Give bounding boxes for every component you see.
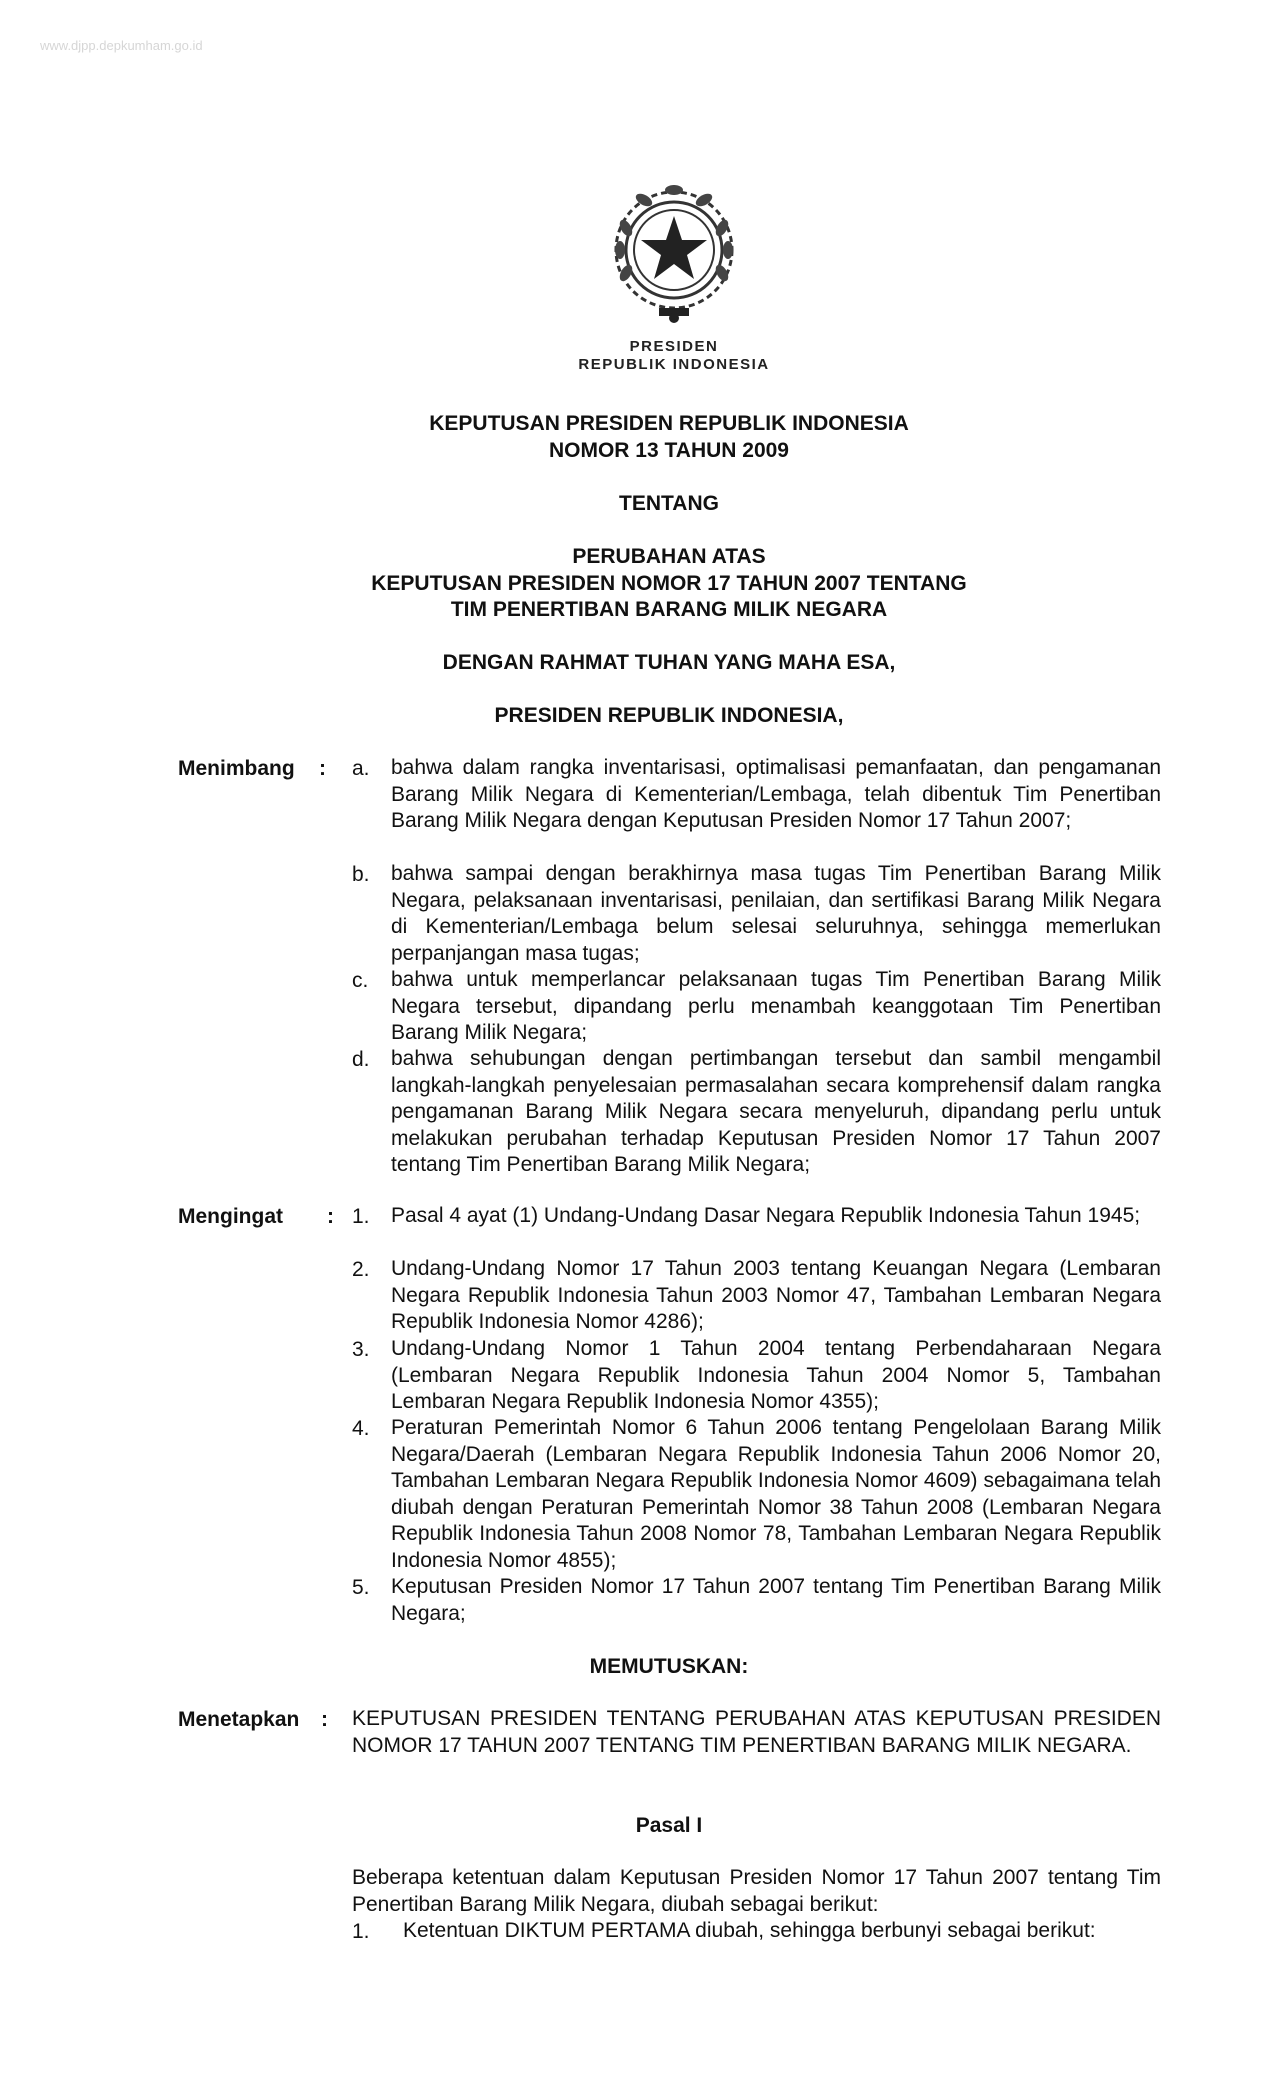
mengingat-colon: :: [327, 1205, 334, 1228]
menimbang-label: Menimbang: [178, 757, 295, 780]
menetapkan-text: KEPUTUSAN PRESIDEN TENTANG PERUBAHAN ATAS KEPUTUSAN PRESIDEN NOMOR 17 TAHUN 2007 TENTANG TIM PENERTIBAN BARANG MILIK NEGARA.: [352, 1707, 1161, 1757]
mengingat-item-5: Keputusan Presiden Nomor 17 Tahun 2007 tentang Tim Penertiban Barang Milik Negara;: [391, 1575, 1161, 1625]
pasal-item-1: Ketentuan DIKTUM PERTAMA diubah, sehingga berbunyi sebagai berikut:: [403, 1919, 1096, 1942]
tentang-heading: TENTANG: [619, 492, 719, 515]
mengingat-item-3: Undang-Undang Nomor 1 Tahun 2004 tentang Perbendaharaan Negara (Lembaran Negara Republik Indonesia Tahun 2004 Nomor 5, Tambahan Lembaran Negara Republik Indonesia Nomor 4355);: [391, 1337, 1161, 1414]
mengingat-item-4: Peraturan Pemerintah Nomor 6 Tahun 2006 tentang Pengelolaan Barang Milik Negara/Daerah (Lembaran Negara Republik Indonesia Tahun 2006 Nomor 20, Tambahan Lembaran Negara Republik Indonesia Nomor 4609) sebagaimana telah diubah dengan Peraturan Pemerintah Nomor 38 Tahun 2008 (Lembaran Negara Republik Indonesia Tahun 2008 Nomor 78, Tambahan Lembaran Negara Republik Indonesia Nomor 4855);: [391, 1416, 1161, 1572]
garuda-star-seal-icon: [604, 178, 744, 328]
mengingat-item-2: Undang-Undang Nomor 17 Tahun 2003 tentang Keuangan Negara (Lembaran Negara Republik Indonesia Tahun 2003 Nomor 47, Tambahan Lembaran Negara Republik Indonesia Nomor 4286);: [391, 1257, 1161, 1334]
presiden-line: PRESIDEN REPUBLIK INDONESIA,: [494, 704, 844, 727]
menimbang-item-c: bahwa untuk memperlancar pelaksanaan tugas Tim Penertiban Barang Milik Negara tersebut, dipandang perlu menambah keanggotaan Tim Penertiban Barang Milik Negara;: [391, 968, 1161, 1045]
list-marker: a.: [352, 757, 370, 780]
list-marker: 3.: [352, 1338, 370, 1361]
pasal-title: Pasal I: [635, 1814, 703, 1837]
menetapkan-colon: :: [321, 1708, 328, 1731]
list-marker: 1.: [352, 1920, 370, 1943]
list-marker: 4.: [352, 1417, 370, 1440]
list-marker: d.: [352, 1048, 370, 1071]
document-title: KEPUTUSAN PRESIDEN REPUBLIK INDONESIA: [429, 412, 909, 435]
mengingat-label: Mengingat: [178, 1205, 283, 1228]
list-marker: 2.: [352, 1258, 370, 1281]
rahmat-line: DENGAN RAHMAT TUHAN YANG MAHA ESA,: [442, 651, 896, 674]
list-marker: c.: [352, 969, 369, 992]
watermark-url: www.djpp.depkumham.go.id: [40, 38, 203, 53]
subject-line1: PERUBAHAN ATAS: [572, 545, 766, 568]
subject-line3: TIM PENERTIBAN BARANG MILIK NEGARA: [450, 598, 888, 621]
memutuskan-heading: MEMUTUSKAN:: [589, 1655, 749, 1678]
mengingat-item-1: Pasal 4 ayat (1) Undang-Undang Dasar Negara Republik Indonesia Tahun 1945;: [391, 1204, 1141, 1227]
document-number: NOMOR 13 TAHUN 2009: [548, 439, 789, 462]
menimbang-item-b: bahwa sampai dengan berakhirnya masa tugas Tim Penertiban Barang Milik Negara, pelaksanaan inventarisasi, penilaian, dan sertifikasi Barang Milik Negara di Kementerian/Lembaga belum selesai seluruhnya, sehingga memerlukan perpanjangan masa tugas;: [391, 862, 1161, 965]
subject-line2: KEPUTUSAN PRESIDEN NOMOR 17 TAHUN 2007 TENTANG: [371, 572, 967, 595]
menetapkan-label: Menetapkan: [178, 1708, 300, 1731]
pasal-intro: Beberapa ketentuan dalam Keputusan Presiden Nomor 17 Tahun 2007 tentang Tim Penertiban Barang Milik Negara, diubah sebagai berikut:: [352, 1866, 1161, 1916]
presidential-emblem: [556, 170, 792, 380]
emblem-caption-line1: PRESIDEN: [629, 338, 719, 355]
menimbang-item-a: bahwa dalam rangka inventarisasi, optimalisasi pemanfaatan, dan pengamanan Barang Milik Negara di Kementerian/Lembaga, telah dibentuk Tim Penertiban Barang Milik Negara dengan Keputusan Presiden Nomor 17 Tahun 2007;: [391, 756, 1161, 833]
emblem-caption-line2: REPUBLIK INDONESIA: [578, 356, 770, 373]
list-marker: 5.: [352, 1576, 370, 1599]
list-marker: b.: [352, 863, 370, 886]
menimbang-colon: :: [319, 757, 326, 780]
menimbang-item-d: bahwa sehubungan dengan pertimbangan tersebut dan sambil mengambil langkah-langkah penyelesaian permasalahan secara komprehensif dalam rangka pengamanan Barang Milik Negara secara menyeluruh, dipandang perlu untuk melakukan perubahan terhadap Keputusan Presiden Nomor 17 Tahun 2007 tentang Tim Penertiban Barang Milik Negara;: [391, 1047, 1161, 1177]
list-marker: 1.: [352, 1205, 370, 1228]
